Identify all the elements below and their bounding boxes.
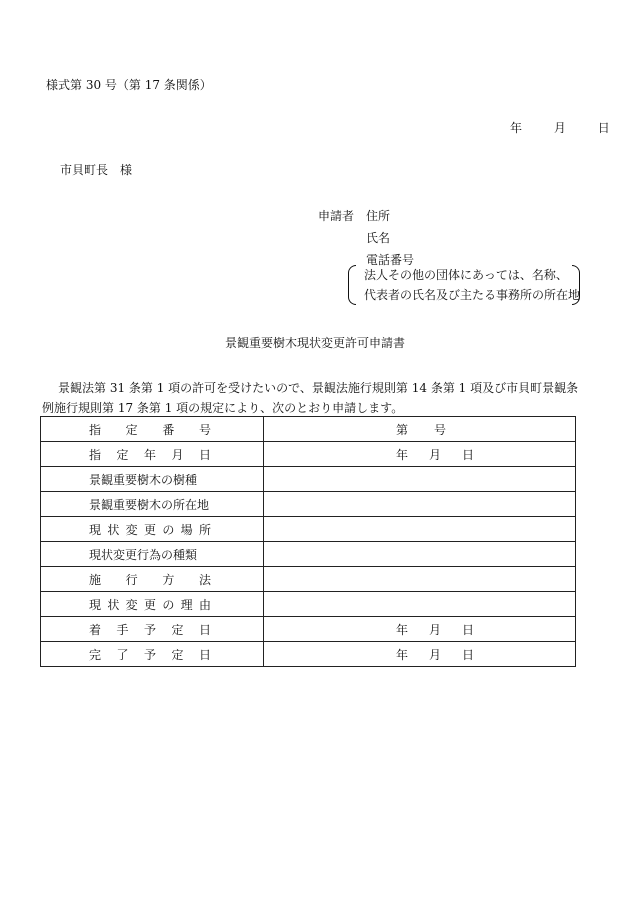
row-value-cell[interactable] <box>264 417 576 442</box>
row-value-cell[interactable] <box>264 592 576 617</box>
row-value: 年 月 日 <box>396 447 474 462</box>
table-row <box>41 617 576 642</box>
note-text <box>364 265 580 305</box>
row-value-cell[interactable] <box>264 517 576 542</box>
row-label-cell <box>41 592 264 617</box>
table-row <box>41 592 576 617</box>
row-label: 現状変更行為の種類 <box>89 547 198 562</box>
applicant-role: 申請者 <box>318 209 355 223</box>
row-label-cell <box>41 517 264 542</box>
note-line: 代表者の氏名及び主たる事務所の所在地 <box>364 288 581 302</box>
table-row <box>41 442 576 467</box>
row-value-cell[interactable] <box>264 492 576 517</box>
applicant-phone-label: 電話番号 <box>366 253 415 267</box>
row-value: 年 月 日 <box>396 622 474 637</box>
table-row <box>41 567 576 592</box>
table-row <box>41 517 576 542</box>
row-label: 景観重要樹木の樹種 <box>89 472 198 487</box>
row-value-cell[interactable] <box>264 467 576 492</box>
date-year: 年 <box>510 121 523 135</box>
applicant-address-label: 住所 <box>366 209 391 223</box>
row-label-cell <box>41 617 264 642</box>
row-label: 着 手 予 定 日 <box>89 622 211 637</box>
table-row <box>41 642 576 667</box>
table-body <box>41 417 576 667</box>
table-row <box>41 542 576 567</box>
row-label-cell <box>41 417 264 442</box>
document-title: 景観重要樹木現状変更許可申請書 <box>224 336 405 350</box>
date-day: 日 <box>597 121 610 135</box>
row-label: 施 行 方 法 <box>89 572 211 587</box>
row-value-cell[interactable] <box>264 542 576 567</box>
applicant-block <box>318 205 414 271</box>
row-label: 景観重要樹木の所在地 <box>89 497 210 512</box>
note-line: 法人その他の団体にあっては、名称、 <box>364 268 568 282</box>
body-text: 景観法第 31 条第 1 項の許可を受けたいので、景観法施行規則第 14 条第 1 項及び市貝町景観条例施行規則第 17 条第 1 項の規定により、次のとおり申請します。 <box>42 381 579 415</box>
row-value: 第 号 <box>396 422 446 437</box>
bracket-left <box>348 265 356 305</box>
row-label-cell <box>41 467 264 492</box>
row-label: 指 定 番 号 <box>89 422 211 437</box>
date-line <box>510 119 610 136</box>
row-label-cell <box>41 567 264 592</box>
row-value-cell[interactable] <box>264 617 576 642</box>
bracket-right <box>572 265 580 305</box>
row-value-cell[interactable] <box>264 642 576 667</box>
row-label-cell <box>41 642 264 667</box>
row-value-cell[interactable] <box>264 567 576 592</box>
row-label: 指 定 年 月 日 <box>89 447 211 462</box>
row-label: 現 状 変 更 の 場 所 <box>89 522 211 537</box>
row-label-cell <box>41 542 264 567</box>
form-number: 様式第 30 号（第 17 条関係） <box>46 78 212 92</box>
row-label-cell <box>41 442 264 467</box>
row-label: 完 了 予 定 日 <box>89 647 211 662</box>
addressee: 市貝町長 様 <box>60 163 133 177</box>
table-row <box>41 492 576 517</box>
row-label-cell <box>41 492 264 517</box>
row-label: 現 状 変 更 の 理 由 <box>89 597 211 612</box>
date-month: 月 <box>553 121 566 135</box>
application-table <box>40 416 576 667</box>
table-row <box>41 417 576 442</box>
row-value-cell[interactable] <box>264 442 576 467</box>
row-value: 年 月 日 <box>396 647 474 662</box>
table-row <box>41 467 576 492</box>
applicant-note <box>348 265 580 305</box>
applicant-name-label: 氏名 <box>366 231 391 245</box>
